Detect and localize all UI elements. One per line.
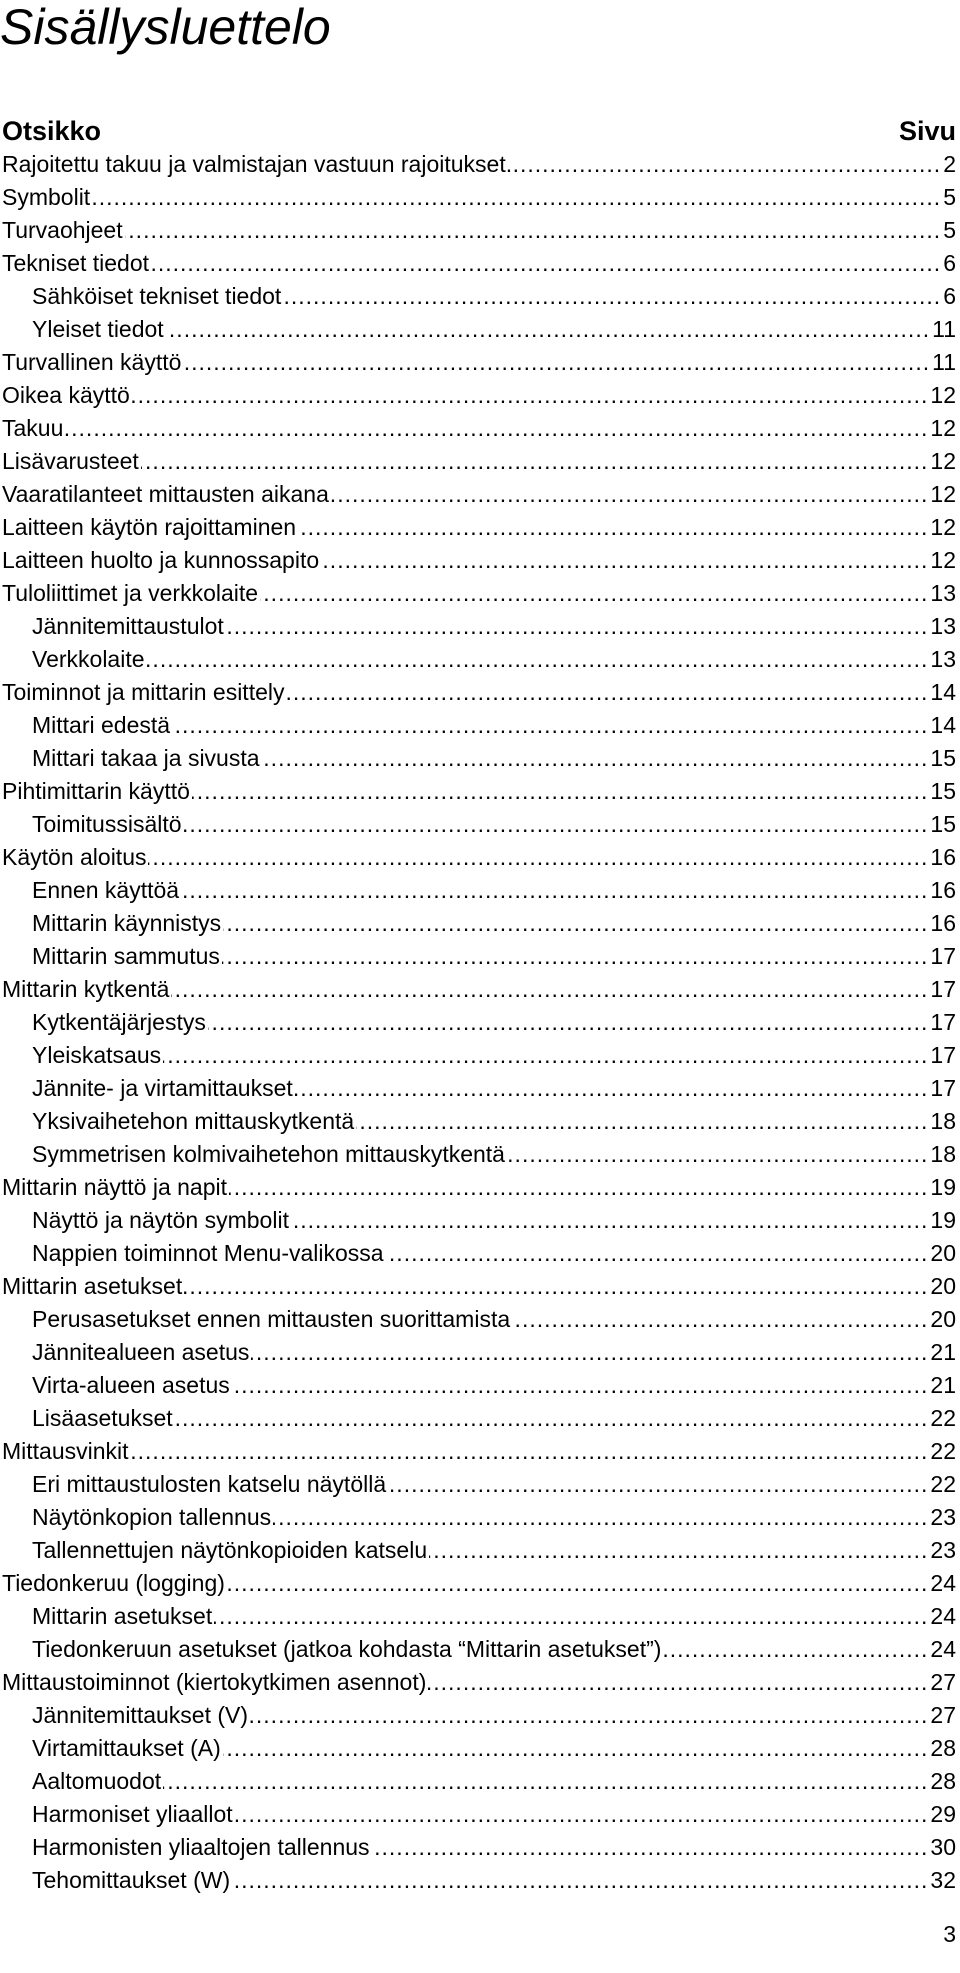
toc-leader-dots — [141, 445, 929, 478]
toc-entry[interactable] — [0, 1105, 960, 1138]
toc-entry-page: 16 — [930, 844, 956, 870]
toc-entry[interactable] — [0, 973, 960, 1006]
toc-entry[interactable] — [0, 1831, 960, 1864]
toc-entry-label: Mittaustoiminnot (kiertokytkimen asennot) — [2, 1669, 427, 1695]
toc-entry-label: Rajoitettu takuu ja valmistajan vastuun rajoitukset. — [2, 151, 513, 177]
toc-entry-page: 20 — [930, 1306, 956, 1332]
toc-entry[interactable] — [0, 676, 960, 709]
toc-leader-dots — [372, 1831, 929, 1864]
toc-leader-dots — [251, 1336, 928, 1369]
toc-leader-dots — [147, 643, 929, 676]
toc-entry-label: Sähköiset tekniset tiedot — [32, 283, 282, 309]
toc-entry-label: Ennen käyttöä — [32, 877, 180, 903]
toc-entry-label: Mittarin näyttö ja napit — [2, 1174, 228, 1200]
toc-entry-label: Tallennettujen näytönkopioiden katselu — [32, 1537, 428, 1563]
toc-entry-page: 24 — [930, 1570, 956, 1596]
toc-entry-page: 32 — [930, 1867, 956, 1893]
toc-entry-label: Perusasetukset ennen mittausten suorittamista — [32, 1306, 511, 1332]
toc-entry-label: Yksivaihetehon mittauskytkentä — [32, 1108, 355, 1134]
toc-entry[interactable] — [0, 379, 960, 412]
toc-entry-page: 15 — [930, 811, 956, 837]
toc-entry-page: 19 — [930, 1207, 956, 1233]
toc-entry-label: Jännitealueen asetus — [32, 1339, 250, 1365]
toc-entry-page: 11 — [932, 349, 956, 375]
toc-entry-label: Mittarin sammutus — [32, 943, 220, 969]
toc-entry[interactable] — [0, 1468, 960, 1501]
toc-entry[interactable] — [0, 1699, 960, 1732]
toc-entry-page: 23 — [930, 1504, 956, 1530]
toc-header-page-column: Sivu — [898, 116, 956, 146]
toc-entry[interactable] — [0, 1633, 960, 1666]
toc-leader-dots — [287, 676, 929, 709]
toc-entry[interactable] — [0, 544, 960, 577]
toc-entry[interactable] — [0, 148, 960, 181]
toc-entry-label: Tiedonkeruun asetukset (jatkoa kohdasta “Mittarin asetukset”) — [32, 1636, 662, 1662]
toc-leader-dots — [65, 412, 928, 445]
toc-entry-label: Harmonisten yliaaltojen tallennus — [32, 1834, 370, 1860]
toc-entry-label: Virta-alueen asetus — [32, 1372, 230, 1398]
toc-entry-label: Yleiset tiedot — [32, 316, 164, 342]
toc-entry-page: 13 — [930, 580, 956, 606]
toc-entry[interactable] — [0, 610, 960, 643]
toc-entry-page: 29 — [930, 1801, 956, 1827]
toc-leader-dots — [260, 577, 928, 610]
toc-leader-dots — [226, 610, 929, 643]
toc-entry-page: 30 — [930, 1834, 956, 1860]
toc-entry[interactable] — [0, 346, 960, 379]
toc-header-title-column: Otsikko — [2, 116, 102, 146]
toc-entry-label: Tiedonkeruu (logging) — [2, 1570, 225, 1596]
toc-entry[interactable] — [0, 412, 960, 445]
toc-entry-page: 12 — [930, 415, 956, 441]
toc-leader-dots — [232, 1864, 928, 1897]
toc-entry-page: 6 — [943, 283, 956, 309]
toc-entry[interactable] — [0, 709, 960, 742]
toc-entry-page: 6 — [943, 250, 956, 276]
toc-entry-label: Toimitussisältö — [32, 811, 182, 837]
toc-header — [0, 114, 960, 148]
toc-entry-label: Näyttö ja näytön symbolit — [32, 1207, 289, 1233]
toc-entry-label: Lisäasetukset — [32, 1405, 173, 1431]
toc-entry-label: Symmetrisen kolmivaihetehon mittauskytkentä — [32, 1141, 505, 1167]
page-number: 3 — [943, 1921, 956, 1947]
toc-entry-page: 14 — [930, 679, 956, 705]
toc-leader-dots — [125, 214, 942, 247]
toc-leader-dots — [192, 775, 929, 808]
toc-entry-page: 17 — [930, 1009, 956, 1035]
toc-leader-dots — [131, 1435, 929, 1468]
toc-entry-label: Tehomittaukset (W) — [32, 1867, 231, 1893]
toc-entry-label: Takuu — [2, 415, 64, 441]
toc-entry-label: Mittausvinkit — [2, 1438, 129, 1464]
toc-entry[interactable] — [0, 1072, 960, 1105]
toc-leader-dots — [250, 1699, 928, 1732]
toc-leader-dots — [132, 379, 929, 412]
toc-entry[interactable] — [0, 1666, 960, 1699]
toc-entry-page: 12 — [930, 448, 956, 474]
toc-entry-label: Yleiskatsaus — [32, 1042, 162, 1068]
toc-entry[interactable] — [0, 643, 960, 676]
toc-leader-dots — [163, 1039, 928, 1072]
toc-entry-page: 14 — [930, 712, 956, 738]
toc-entry[interactable] — [0, 478, 960, 511]
toc-leader-dots — [166, 313, 930, 346]
toc-leader-dots — [163, 1765, 928, 1798]
toc-entry-page: 24 — [930, 1603, 956, 1629]
toc-entry-page: 17 — [930, 976, 956, 1002]
toc-entry-page: 16 — [930, 877, 956, 903]
toc-entry-label: Jännite- ja virtamittaukset — [32, 1075, 293, 1101]
toc-entry[interactable] — [0, 1435, 960, 1468]
toc-leader-dots — [235, 1798, 929, 1831]
toc-entry[interactable] — [0, 511, 960, 544]
toc-entry-page: 28 — [930, 1768, 956, 1794]
toc-leader-dots — [175, 1402, 929, 1435]
toc-entry[interactable] — [0, 1237, 960, 1270]
toc-leader-dots — [181, 874, 928, 907]
toc-entry[interactable] — [0, 1204, 960, 1237]
toc-leader-dots — [184, 808, 929, 841]
toc-entry-label: Toiminnot ja mittarin esittely — [2, 679, 285, 705]
toc-entry-page: 17 — [930, 943, 956, 969]
toc-entry[interactable] — [0, 1039, 960, 1072]
toc-leader-dots — [663, 1633, 928, 1666]
toc-entry-label: Harmoniset yliaallot — [32, 1801, 233, 1827]
toc-entry-label: Eri mittaustulosten katselu näytöllä — [32, 1471, 387, 1497]
toc-entry[interactable] — [0, 1765, 960, 1798]
toc-entry-label: Oikea käyttö — [2, 382, 130, 408]
toc-leader-dots — [507, 1138, 928, 1171]
toc-leader-dots — [283, 280, 941, 313]
toc-entry-page: 5 — [943, 184, 956, 210]
toc-leader-dots — [214, 1600, 928, 1633]
toc-entry-page: 18 — [930, 1141, 956, 1167]
toc-entry-page: 18 — [930, 1108, 956, 1134]
toc-leader-dots — [514, 148, 941, 181]
toc-leader-dots — [298, 511, 928, 544]
toc-entry-label: Turvaohjeet — [2, 217, 123, 243]
toc-entry-label: Jännitemittaustulot — [32, 613, 224, 639]
toc-entry-label: Laitteen käytön rajoittaminen — [2, 514, 297, 540]
toc-entry-label: Näytönkopion tallennus — [32, 1504, 272, 1530]
toc-entry-page: 20 — [930, 1240, 956, 1266]
toc-entry-page: 24 — [930, 1636, 956, 1662]
toc-entry[interactable] — [0, 247, 960, 280]
toc-entry-label: Turvallinen käyttö — [2, 349, 182, 375]
toc-entry[interactable] — [0, 940, 960, 973]
toc-entry-page: 17 — [930, 1075, 956, 1101]
toc-leader-dots — [232, 1369, 929, 1402]
toc-entry[interactable] — [0, 313, 960, 346]
toc-entry-label: Jännitemittaukset (V) — [32, 1702, 249, 1728]
toc-entry-page: 21 — [930, 1372, 956, 1398]
toc-entry-label: Mittari takaa ja sivusta — [32, 745, 260, 771]
toc-leader-dots — [428, 1666, 928, 1699]
toc-entry[interactable] — [0, 1402, 960, 1435]
toc-leader-dots — [222, 940, 929, 973]
toc-entry[interactable] — [0, 1534, 960, 1567]
toc-entry[interactable] — [0, 1006, 960, 1039]
toc-entry-page: 22 — [930, 1438, 956, 1464]
toc-entry-label: Verkkolaite — [32, 646, 145, 672]
toc-entry-page: 2 — [943, 151, 956, 177]
toc-leader-dots — [223, 1732, 929, 1765]
toc-entry-page: 28 — [930, 1735, 956, 1761]
toc-entry-label: Mittarin asetukset — [2, 1273, 183, 1299]
toc-leader-dots — [229, 1171, 928, 1204]
toc-entry-page: 12 — [930, 382, 956, 408]
toc-entry-page: 12 — [930, 514, 956, 540]
toc-entry[interactable] — [0, 1171, 960, 1204]
toc-entry[interactable] — [0, 445, 960, 478]
toc-leader-dots — [356, 1105, 928, 1138]
toc-entry-page: 11 — [932, 316, 956, 342]
toc-entry-page: 12 — [930, 547, 956, 573]
toc-entry-page: 12 — [930, 481, 956, 507]
toc-entry[interactable] — [0, 1798, 960, 1831]
toc-entry-page: 13 — [930, 613, 956, 639]
toc-entry-label: Käytön aloitus — [2, 844, 147, 870]
toc-entry[interactable] — [0, 1369, 960, 1402]
toc-leader-dots — [92, 181, 941, 214]
toc-leader-dots — [273, 1501, 928, 1534]
toc-entry-label: Laitteen huolto ja kunnossapito — [2, 547, 320, 573]
toc-leader-dots — [291, 1204, 928, 1237]
toc-entry[interactable] — [0, 1138, 960, 1171]
toc-leader-dots — [388, 1468, 928, 1501]
toc-entry-label: Kytkentäjärjestys — [32, 1009, 206, 1035]
toc-leader-dots — [386, 1237, 929, 1270]
toc-entry[interactable] — [0, 1336, 960, 1369]
toc-entry[interactable] — [0, 1270, 960, 1303]
toc-entry-page: 27 — [930, 1669, 956, 1695]
toc-entry[interactable] — [0, 1567, 960, 1600]
toc-leader-dots — [184, 1270, 928, 1303]
toc-entry[interactable] — [0, 907, 960, 940]
toc-entry-page: 5 — [943, 217, 956, 243]
toc-leader-dots — [512, 1303, 928, 1336]
toc-entry-label: Symbolit — [2, 184, 91, 210]
toc-entry-label: Aaltomuodot — [32, 1768, 162, 1794]
toc-entry[interactable] — [0, 1303, 960, 1336]
toc-entry[interactable] — [0, 1600, 960, 1633]
toc-leader-dots — [262, 742, 929, 775]
toc-leader-dots — [172, 709, 928, 742]
toc-entry[interactable] — [0, 1501, 960, 1534]
toc-leader-dots — [227, 1567, 929, 1600]
toc-entry[interactable] — [0, 742, 960, 775]
toc-entry-page: 22 — [930, 1471, 956, 1497]
toc-leader-dots — [331, 478, 929, 511]
toc-entry-page: 23 — [930, 1537, 956, 1563]
toc-entry-page: 20 — [930, 1273, 956, 1299]
toc-entry-page: 16 — [930, 910, 956, 936]
toc-leader-dots — [429, 1534, 928, 1567]
toc-entry-label: Tekniset tiedot — [2, 250, 150, 276]
toc-entry-label: Nappien toiminnot Menu-valikossa — [32, 1240, 384, 1266]
toc-entry[interactable] — [0, 1864, 960, 1897]
toc-entry-page: 13 — [930, 646, 956, 672]
toc-leader-dots — [208, 1006, 929, 1039]
toc-entry[interactable] — [0, 841, 960, 874]
toc-entry[interactable] — [0, 808, 960, 841]
toc-entry-label: Lisävarusteet — [2, 448, 139, 474]
toc-entry-label: Mittarin kytkentä — [2, 976, 170, 1002]
toc-leader-dots — [321, 544, 928, 577]
toc-entry-label: Tuloliittimet ja verkkolaite — [2, 580, 259, 606]
toc-entry-label: Mittari edestä — [32, 712, 171, 738]
toc-entry-label: Virtamittaukset (A) — [32, 1735, 221, 1761]
toc-entry[interactable] — [0, 577, 960, 610]
toc-leader-dots — [148, 841, 928, 874]
toc-entry-page: 17 — [930, 1042, 956, 1068]
toc-leader-dots — [295, 1072, 929, 1105]
toc-entry[interactable] — [0, 280, 960, 313]
toc-entry[interactable] — [0, 181, 960, 214]
toc-entry-page: 15 — [930, 745, 956, 771]
toc-entry-page: 27 — [930, 1702, 956, 1728]
page-title: Sisällysluettelo — [0, 0, 331, 55]
toc-entry[interactable] — [0, 1732, 960, 1765]
toc-entry-page: 22 — [930, 1405, 956, 1431]
toc-entry-label: Mittarin käynnistys — [32, 910, 222, 936]
toc-entry-label: Mittarin asetukset — [32, 1603, 213, 1629]
toc-entry-page: 21 — [930, 1339, 956, 1365]
toc-entry[interactable] — [0, 775, 960, 808]
toc-leader-dots — [183, 346, 930, 379]
toc-entry-label: Pihtimittarin käyttö — [2, 778, 190, 804]
toc-leader-dots — [151, 247, 941, 280]
toc-entry-page: 19 — [930, 1174, 956, 1200]
toc-leader-dots — [223, 907, 928, 940]
toc-entry-page: 15 — [930, 778, 956, 804]
toc-entry[interactable] — [0, 214, 960, 247]
toc-leader-dots — [171, 973, 928, 1006]
toc-entry[interactable] — [0, 874, 960, 907]
toc-entry-label: Vaaratilanteet mittausten aikana — [2, 481, 329, 507]
